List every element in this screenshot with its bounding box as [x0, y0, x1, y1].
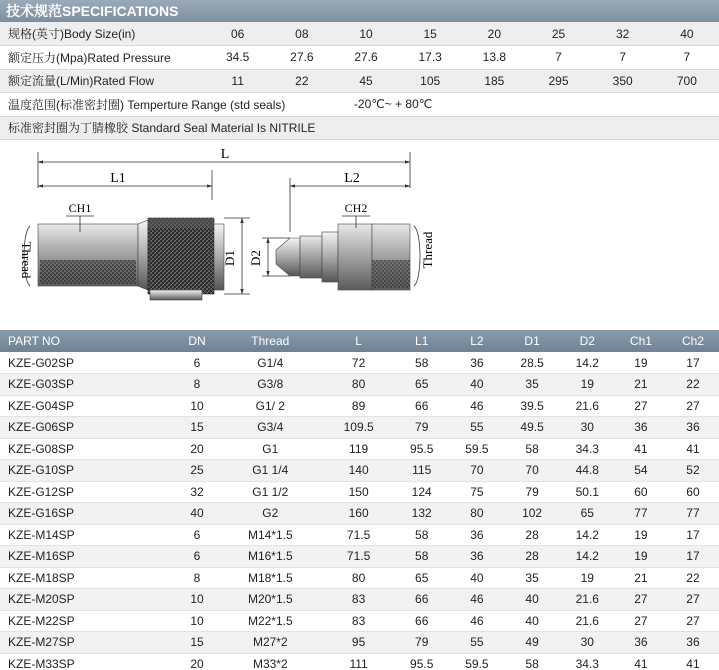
table-cell: 40: [449, 374, 504, 396]
table-cell: 79: [394, 632, 449, 654]
table-cell: 30: [560, 632, 615, 654]
table-row: [0, 632, 719, 654]
table-cell: 80: [323, 567, 394, 589]
table-cell: 71.5: [323, 524, 394, 546]
table-cell: 70: [449, 460, 504, 482]
table-cell: 20: [177, 653, 218, 670]
temp-row: [0, 93, 719, 117]
column-header: D1: [505, 330, 560, 352]
table-cell: 77: [615, 503, 667, 525]
table-cell: 79: [394, 417, 449, 439]
table-cell: M27*2: [217, 632, 323, 654]
table-cell: G1/4: [217, 352, 323, 374]
column-header: Ch1: [615, 330, 667, 352]
table-cell: 54: [615, 460, 667, 482]
column-header: L: [323, 330, 394, 352]
table-row: [0, 503, 719, 525]
table-cell: 40: [449, 567, 504, 589]
table-cell: 19: [615, 524, 667, 546]
table-row: [0, 460, 719, 482]
table-cell: 10: [177, 610, 218, 632]
spec-value: 13.8: [462, 46, 526, 70]
table-cell: 14.2: [560, 524, 615, 546]
table-cell: 49.5: [505, 417, 560, 439]
table-cell: 58: [505, 653, 560, 670]
table-row: [0, 395, 719, 417]
table-cell: 6: [177, 524, 218, 546]
table-cell: 17: [667, 546, 719, 568]
table-cell: 71.5: [323, 546, 394, 568]
spec-value: 45: [334, 69, 398, 93]
table-cell: 89: [323, 395, 394, 417]
table-cell: 83: [323, 610, 394, 632]
table-cell: 49: [505, 632, 560, 654]
dim-d2-label: D2: [248, 250, 263, 266]
spec-value: 17.3: [398, 46, 462, 70]
table-cell: 95.5: [394, 438, 449, 460]
thread-left-label: Thread: [19, 241, 34, 279]
spec-value: 7: [591, 46, 655, 70]
spec-value: 34.5: [206, 46, 270, 70]
table-cell: 28.5: [505, 352, 560, 374]
spec-value: 27.6: [334, 46, 398, 70]
table-cell: G3/8: [217, 374, 323, 396]
table-cell: 28: [505, 546, 560, 568]
table-cell: 35: [505, 374, 560, 396]
table-row: [0, 610, 719, 632]
thread-right-label: Thread: [420, 231, 435, 269]
part-number-cell: KZE-M22SP: [0, 610, 177, 632]
table-cell: 119: [323, 438, 394, 460]
table-cell: 17: [667, 524, 719, 546]
spec-value: 08: [270, 22, 334, 46]
table-row: [0, 524, 719, 546]
table-cell: 65: [560, 503, 615, 525]
table-cell: M20*1.5: [217, 589, 323, 611]
table-row: [0, 438, 719, 460]
column-header: L1: [394, 330, 449, 352]
spec-value: 350: [591, 69, 655, 93]
column-header: Ch2: [667, 330, 719, 352]
spec-value: 7: [526, 46, 590, 70]
table-cell: 34.3: [560, 438, 615, 460]
spec-row: [0, 22, 719, 46]
table-cell: 70: [505, 460, 560, 482]
table-row: [0, 546, 719, 568]
part-number-cell: KZE-G12SP: [0, 481, 177, 503]
table-cell: 132: [394, 503, 449, 525]
table-cell: 27: [667, 589, 719, 611]
table-cell: 58: [394, 352, 449, 374]
table-cell: 66: [394, 589, 449, 611]
table-cell: 36: [449, 352, 504, 374]
part-number-cell: KZE-M20SP: [0, 589, 177, 611]
table-cell: 21: [615, 374, 667, 396]
table-cell: 150: [323, 481, 394, 503]
table-cell: 6: [177, 352, 218, 374]
table-cell: 124: [394, 481, 449, 503]
coupling-diagram: [0, 140, 719, 328]
ch1-label: CH1: [68, 201, 92, 215]
table-row: [0, 481, 719, 503]
table-cell: 10: [177, 395, 218, 417]
table-cell: 19: [615, 352, 667, 374]
table-cell: 66: [394, 610, 449, 632]
spec-row-label: 额定流量(L/Min)Rated Flow: [0, 69, 206, 93]
table-cell: 60: [615, 481, 667, 503]
table-cell: M22*1.5: [217, 610, 323, 632]
spec-value: 185: [462, 69, 526, 93]
ch2-label: CH2: [344, 201, 368, 215]
table-cell: 79: [505, 481, 560, 503]
dim-l2-label: L2: [344, 171, 360, 186]
table-cell: 21: [615, 567, 667, 589]
table-cell: M14*1.5: [217, 524, 323, 546]
table-cell: 36: [615, 632, 667, 654]
table-cell: 27: [667, 395, 719, 417]
table-cell: 58: [394, 524, 449, 546]
temp-row-filler: [591, 93, 719, 117]
table-cell: G1: [217, 438, 323, 460]
table-cell: 72: [323, 352, 394, 374]
table-cell: 19: [560, 374, 615, 396]
table-cell: 40: [505, 589, 560, 611]
table-cell: 65: [394, 374, 449, 396]
table-row: [0, 374, 719, 396]
table-cell: 25: [177, 460, 218, 482]
table-cell: 22: [667, 374, 719, 396]
table-cell: 102: [505, 503, 560, 525]
table-cell: 10: [177, 589, 218, 611]
table-cell: 160: [323, 503, 394, 525]
table-cell: 39.5: [505, 395, 560, 417]
spec-value: 27.6: [270, 46, 334, 70]
table-cell: 15: [177, 632, 218, 654]
parts-table: [0, 330, 719, 670]
spec-value: 295: [526, 69, 590, 93]
table-cell: 80: [323, 374, 394, 396]
table-cell: 8: [177, 374, 218, 396]
part-number-cell: KZE-G04SP: [0, 395, 177, 417]
table-cell: 58: [505, 438, 560, 460]
seal-row-label: 标准密封圈为丁腈橡胶 Standard Seal Material Is NITRILE: [0, 116, 719, 140]
table-cell: M16*1.5: [217, 546, 323, 568]
part-number-cell: KZE-G10SP: [0, 460, 177, 482]
spec-value: 15: [398, 22, 462, 46]
seal-row: [0, 116, 719, 140]
column-header: Thread: [217, 330, 323, 352]
spec-value: 32: [591, 22, 655, 46]
table-cell: 14.2: [560, 352, 615, 374]
part-number-cell: KZE-G08SP: [0, 438, 177, 460]
table-cell: 46: [449, 589, 504, 611]
table-cell: 115: [394, 460, 449, 482]
spec-value: 700: [655, 69, 719, 93]
table-cell: 83: [323, 589, 394, 611]
column-header: D2: [560, 330, 615, 352]
table-cell: 59.5: [449, 438, 504, 460]
temp-row-value: -20℃~ + 80℃: [334, 93, 591, 117]
table-cell: 58: [394, 546, 449, 568]
table-row: [0, 567, 719, 589]
spec-row: [0, 46, 719, 70]
table-cell: 44.8: [560, 460, 615, 482]
table-cell: 21.6: [560, 395, 615, 417]
part-number-cell: KZE-M16SP: [0, 546, 177, 568]
table-row: [0, 352, 719, 374]
table-cell: 8: [177, 567, 218, 589]
table-cell: G1/ 2: [217, 395, 323, 417]
table-cell: 15: [177, 417, 218, 439]
table-cell: G3/4: [217, 417, 323, 439]
table-cell: 41: [667, 653, 719, 670]
table-cell: 66: [394, 395, 449, 417]
table-cell: 36: [667, 417, 719, 439]
table-cell: 22: [667, 567, 719, 589]
table-row: [0, 417, 719, 439]
part-number-cell: KZE-M18SP: [0, 567, 177, 589]
part-number-cell: KZE-G16SP: [0, 503, 177, 525]
table-cell: 46: [449, 395, 504, 417]
table-cell: 95: [323, 632, 394, 654]
table-cell: 109.5: [323, 417, 394, 439]
table-cell: 28: [505, 524, 560, 546]
table-cell: 80: [449, 503, 504, 525]
temp-row-label: 温度范围(标准密封圈) Temperture Range (std seals): [0, 93, 334, 117]
spec-value: 40: [655, 22, 719, 46]
table-cell: 21.6: [560, 589, 615, 611]
table-cell: 55: [449, 417, 504, 439]
table-cell: 140: [323, 460, 394, 482]
table-cell: M18*1.5: [217, 567, 323, 589]
table-cell: 19: [615, 546, 667, 568]
table-cell: 40: [505, 610, 560, 632]
table-cell: 27: [667, 610, 719, 632]
table-cell: 20: [177, 438, 218, 460]
table-cell: 17: [667, 352, 719, 374]
spec-value: 11: [206, 69, 270, 93]
table-cell: 41: [615, 438, 667, 460]
table-cell: M33*2: [217, 653, 323, 670]
table-cell: 32: [177, 481, 218, 503]
table-row: [0, 653, 719, 670]
table-cell: 21.6: [560, 610, 615, 632]
dim-l1-label: L1: [110, 171, 126, 186]
parts-table-header: [0, 330, 719, 352]
table-cell: 52: [667, 460, 719, 482]
table-cell: 75: [449, 481, 504, 503]
spec-value: 25: [526, 22, 590, 46]
table-cell: 27: [615, 395, 667, 417]
spec-value: 06: [206, 22, 270, 46]
table-cell: 19: [560, 567, 615, 589]
spec-row: [0, 69, 719, 93]
table-cell: 59.5: [449, 653, 504, 670]
table-cell: 36: [667, 632, 719, 654]
table-cell: 95.5: [394, 653, 449, 670]
spec-row-label: 额定压力(Mpa)Rated Pressure: [0, 46, 206, 70]
table-cell: 55: [449, 632, 504, 654]
table-cell: 41: [667, 438, 719, 460]
table-cell: 65: [394, 567, 449, 589]
table-cell: 6: [177, 546, 218, 568]
table-row: [0, 589, 719, 611]
table-cell: G1 1/2: [217, 481, 323, 503]
part-number-cell: KZE-M27SP: [0, 632, 177, 654]
table-cell: 111: [323, 653, 394, 670]
table-cell: 46: [449, 610, 504, 632]
table-cell: 36: [449, 524, 504, 546]
table-cell: 27: [615, 610, 667, 632]
table-cell: 36: [449, 546, 504, 568]
table-cell: 50.1: [560, 481, 615, 503]
spec-value: 105: [398, 69, 462, 93]
dim-l-label: L: [220, 147, 230, 162]
spec-header: 技术规范SPECIFICATIONS: [0, 0, 719, 22]
table-cell: 40: [177, 503, 218, 525]
spec-value: 20: [462, 22, 526, 46]
table-cell: 41: [615, 653, 667, 670]
dim-d1-label: D1: [222, 250, 237, 266]
part-number-cell: KZE-G03SP: [0, 374, 177, 396]
column-header: PART NO: [0, 330, 177, 352]
column-header: L2: [449, 330, 504, 352]
part-number-cell: KZE-M33SP: [0, 653, 177, 670]
table-cell: 60: [667, 481, 719, 503]
table-cell: 34.3: [560, 653, 615, 670]
part-number-cell: KZE-M14SP: [0, 524, 177, 546]
column-header: DN: [177, 330, 218, 352]
table-cell: 27: [615, 589, 667, 611]
table-cell: G1 1/4: [217, 460, 323, 482]
table-cell: 30: [560, 417, 615, 439]
spec-row-label: 规格(英寸)Body Size(in): [0, 22, 206, 46]
table-cell: 14.2: [560, 546, 615, 568]
part-number-cell: KZE-G06SP: [0, 417, 177, 439]
table-cell: 35: [505, 567, 560, 589]
table-cell: 77: [667, 503, 719, 525]
coupling-drawing: [0, 140, 719, 328]
spec-value: 7: [655, 46, 719, 70]
spec-value: 10: [334, 22, 398, 46]
table-cell: G2: [217, 503, 323, 525]
spec-table: [0, 22, 719, 140]
spec-value: 22: [270, 69, 334, 93]
table-cell: 36: [615, 417, 667, 439]
part-number-cell: KZE-G02SP: [0, 352, 177, 374]
